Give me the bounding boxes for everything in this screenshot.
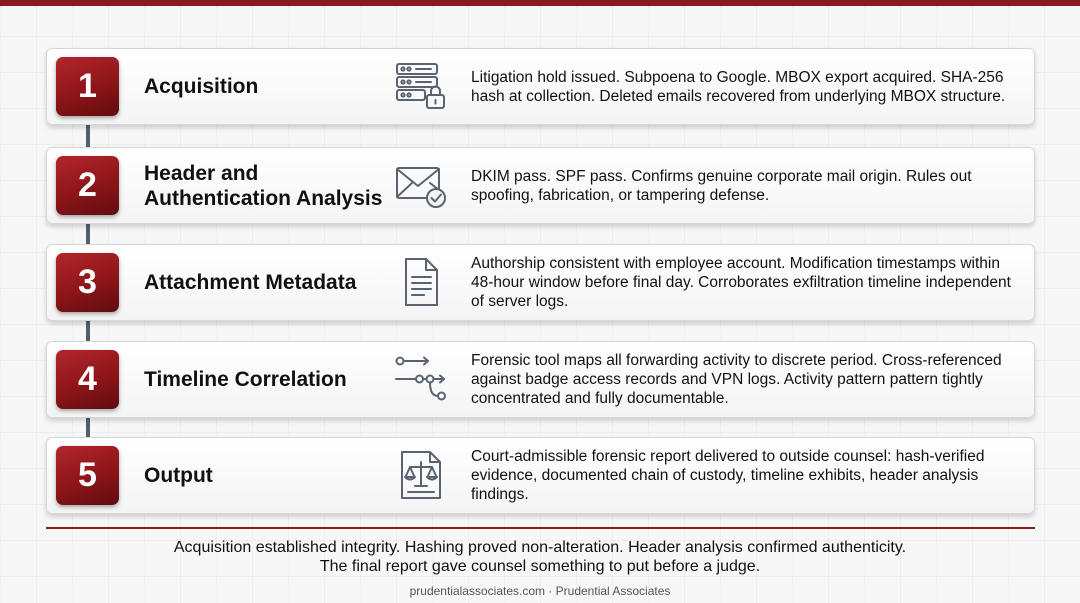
step-description: DKIM pass. SPF pass. Confirms genuine corporate mail origin. Rules out spoofing, fabrication, or tampering defense. bbox=[471, 167, 972, 204]
step-card-5 bbox=[46, 437, 1035, 514]
legal-report-scales-icon bbox=[394, 450, 448, 500]
top-accent-bar bbox=[0, 0, 1080, 6]
step-description: Forensic tool maps all forwarding activity to discrete period. Cross-referenced against badge access records and VPN logs. Activity pattern pattern tightly concentrated and fully documentable. bbox=[471, 352, 1002, 407]
step-number-badge: 4 bbox=[56, 350, 119, 409]
step-card-4 bbox=[46, 341, 1035, 418]
summary-line-2: The final report gave counsel something to put before a judge. bbox=[319, 558, 761, 575]
step-number-badge: 2 bbox=[56, 156, 119, 215]
footer-credit: prudentialassociates.com · Prudential Associates bbox=[409, 584, 671, 598]
step-number-badge: 5 bbox=[56, 446, 119, 505]
step-title: Attachment Metadata bbox=[144, 271, 357, 294]
timeline-branch-icon bbox=[394, 354, 448, 404]
server-lock-icon bbox=[394, 61, 448, 111]
step-number-badge: 1 bbox=[56, 57, 119, 116]
step-card-1 bbox=[46, 48, 1035, 125]
step-card-2 bbox=[46, 147, 1035, 224]
step-title: Acquisition bbox=[144, 75, 259, 98]
summary-divider bbox=[46, 527, 1035, 529]
step-description: Court-admissible forensic report delivered to outside counsel: hash-verified evidence, documented chain of custody, timeline exhibits, header analysis findings. bbox=[471, 448, 985, 503]
summary-line-1: Acquisition established integrity. Hashing proved non-alteration. Header analysis confirmed authenticity. bbox=[173, 539, 907, 556]
step-number-badge: 3 bbox=[56, 253, 119, 312]
step-title: Timeline Correlation bbox=[144, 368, 347, 391]
summary-text bbox=[0, 538, 1080, 576]
document-icon bbox=[394, 257, 448, 307]
step-description: Litigation hold issued. Subpoena to Google. MBOX export acquired. SHA-256 hash at collection. Deleted emails recovered from underlying MBOX structure. bbox=[471, 68, 1006, 105]
step-card-3 bbox=[46, 244, 1035, 321]
step-title: Output bbox=[144, 464, 213, 487]
step-description: Authorship consistent with employee account. Modification timestamps within 48-hour window before final day. Corroborates exfiltration timeline independent of server logs. bbox=[471, 255, 1011, 310]
step-title: Header and Authentication Analysis bbox=[144, 161, 383, 210]
envelope-check-icon bbox=[394, 160, 448, 210]
